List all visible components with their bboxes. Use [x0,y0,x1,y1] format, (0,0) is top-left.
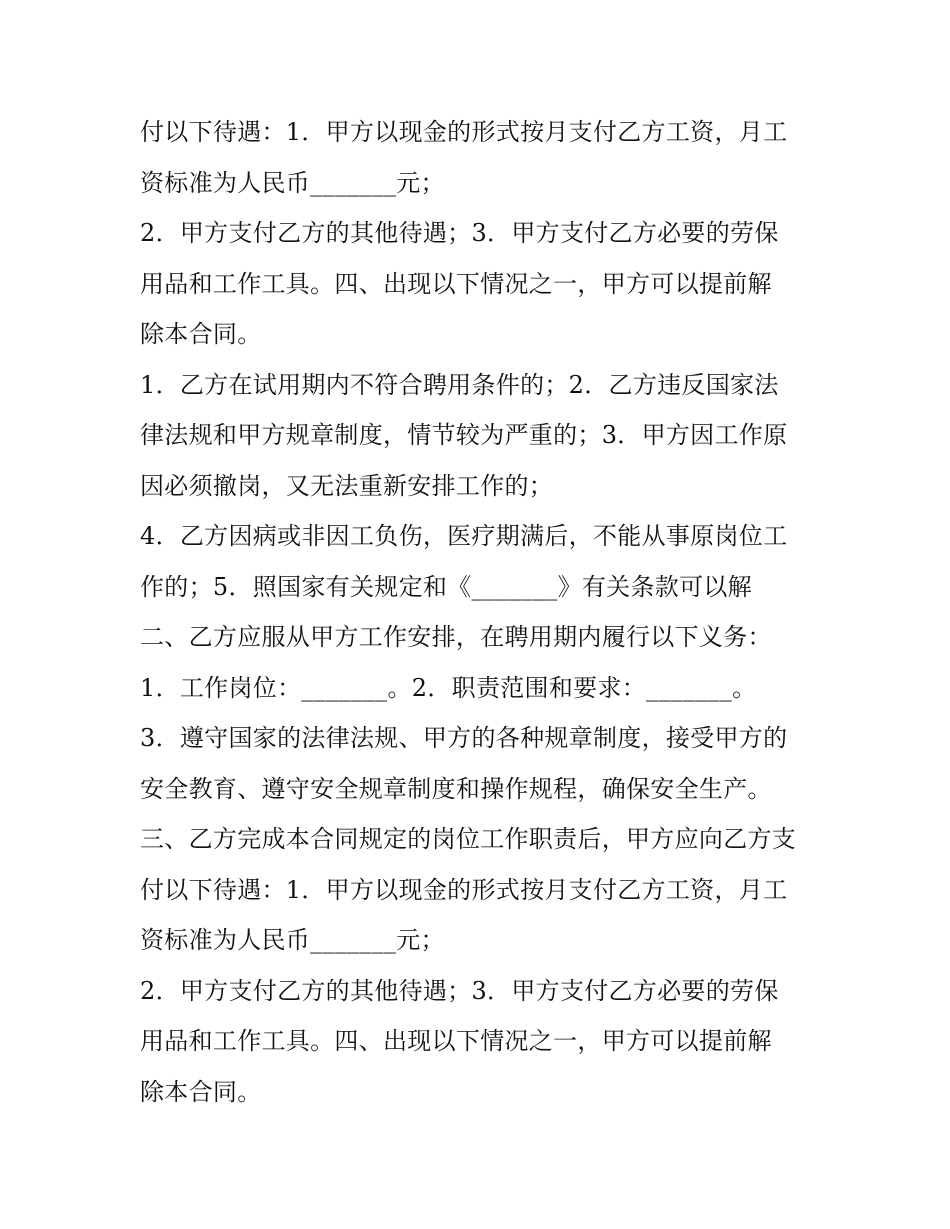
text-line-20: 除本合同。 [140,1077,262,1106]
text-line-10: 作的；5．照国家有关规定和《_______》有关条款可以解 [140,572,752,601]
text-line-3: 2．甲方支付乙方的其他待遇；3．甲方支付乙方必要的劳保 [140,219,779,247]
text-line-11: 二、乙方应服从甲方工作安排，在聘用期内履行以下义务： [140,623,772,651]
text-line-5: 除本合同。 [140,320,262,348]
text-line-13: 3．遵守国家的法律法规、甲方的各种规章制度，接受甲方的 [140,724,788,752]
text-line-8: 因必须撤岗，又无法重新安排工作的； [140,471,554,500]
text-line-7: 律法规和甲方规章制度，情节较为严重的；3．甲方因工作原 [140,421,788,449]
contract-text-body [140,107,830,1117]
text-line-16: 付以下待遇：1．甲方以现金的形式按月支付乙方工资，月工 [140,875,788,904]
text-line-1: 付以下待遇：1．甲方以现金的形式按月支付乙方工资，月工 [140,118,788,146]
text-line-12: 1．工作岗位：_______。2．职责范围和要求：_______。 [140,673,757,702]
text-line-18: 2．甲方支付乙方的其他待遇；3．甲方支付乙方必要的劳保 [140,976,779,1005]
text-line-15: 三、乙方完成本合同规定的岗位工作职责后，甲方应向乙方支 [140,825,797,853]
text-line-2: 资标准为人民币_______元； [140,168,445,197]
text-line-9: 4．乙方因病或非因工负伤，医疗期满后，不能从事原岗位工 [140,522,788,550]
text-line-14: 安全教育、遵守安全规章制度和操作规程，确保安全生产。 [140,774,772,803]
text-line-6: 1．乙方在试用期内不符合聘用条件的；2．乙方违反国家法 [140,370,779,399]
text-line-17: 资标准为人民币_______元； [140,926,445,954]
text-line-19: 用品和工作工具。四、出现以下情况之一，甲方可以提前解 [140,1027,772,1055]
text-line-4: 用品和工作工具。四、出现以下情况之一，甲方可以提前解 [140,269,772,298]
